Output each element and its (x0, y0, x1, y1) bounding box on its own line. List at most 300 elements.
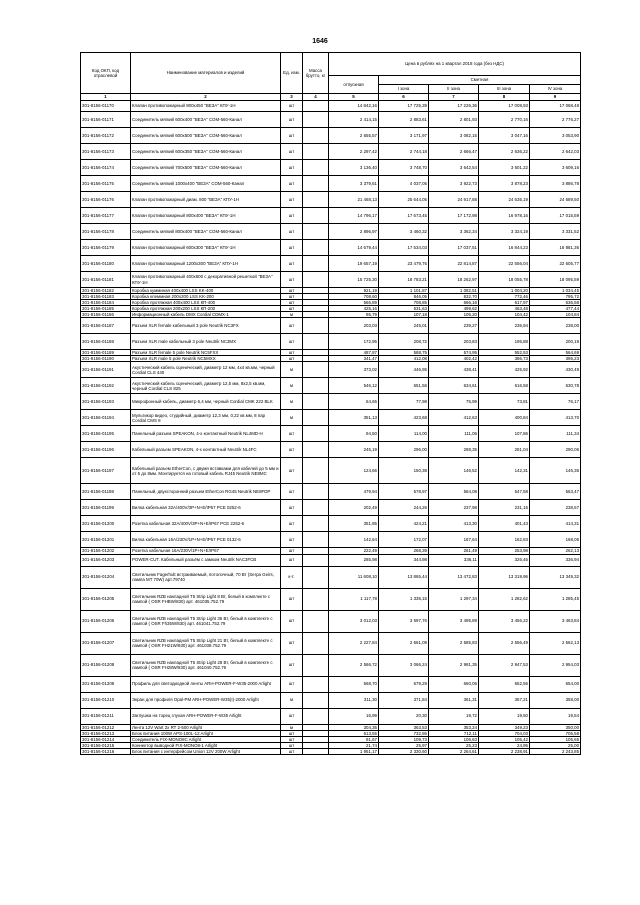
zone-2-price: 111,06 (429, 426, 479, 442)
zone-2-price: 17 226,36 (429, 101, 479, 112)
zone-2-price: 3 642,54 (429, 160, 479, 176)
item-name: Клапан противопожарный 400х600 с декоративной решеткой "ВЕЗА" КПУ-1Н (131, 272, 281, 288)
zone-1-price: 708,85 (379, 300, 429, 306)
release-price: 222,49 (329, 548, 379, 554)
item-unit: шт (281, 548, 303, 554)
zone-2-price: 336,11 (429, 554, 479, 566)
zone-4-price: 16 881,36 (530, 240, 581, 256)
item-mass (303, 692, 329, 708)
zone-3-price: 652,56 (479, 676, 530, 692)
zone-3-price: 2 636,22 (479, 144, 530, 160)
item-unit: шт (281, 532, 303, 548)
item-unit: шт (281, 224, 303, 240)
item-mass (303, 566, 329, 588)
item-unit: шт (281, 318, 303, 334)
item-name: Клапан противопожарный 600х300 "ВЕЗА" КПУ-1Н (131, 240, 281, 256)
zone-2-price: 3 362,34 (429, 224, 479, 240)
zone-4-price: 13 349,32 (530, 566, 581, 588)
zone-1-price: 13 865,44 (379, 566, 429, 588)
item-mass (303, 394, 329, 410)
release-price: 202,49 (329, 500, 379, 516)
item-mass (303, 516, 329, 532)
zone-3-price: 386,73 (479, 356, 530, 362)
item-name: Микрофонный кабель, диаметр 6,4 мм, черный Cordial CMK 222 BLK (131, 394, 281, 410)
item-unit: шт (281, 356, 303, 362)
item-code: 301-8156-01192 (81, 378, 131, 394)
column-number: 8 (479, 94, 530, 101)
zone-2-price: 1 297,34 (429, 588, 479, 610)
zone-3-price: 547,58 (479, 484, 530, 500)
zone-1-price: 446,95 (379, 362, 429, 378)
item-mass (303, 101, 329, 112)
item-name: Блок питания 100W APS-100L-12 Arlight (131, 730, 281, 736)
item-name: Кабельный разъем SPEAKON, 4-х контактный Neutrik NL4FC (131, 442, 281, 458)
item-code: 301-8156-01201 (81, 532, 131, 548)
item-code: 301-8156-01176 (81, 192, 131, 208)
item-mass (303, 362, 329, 378)
item-name: Соединитель мягкий 600х500 "ВЕЗА" СОМ-560-Канал (131, 128, 281, 144)
release-price: 64,65 (329, 394, 379, 410)
table-row (81, 632, 581, 654)
zone-1-price: 25,97 (379, 742, 429, 748)
zone-3-price: 19,50 (479, 708, 530, 724)
item-code: 301-8156-01202 (81, 548, 131, 554)
table-row (81, 458, 581, 484)
item-unit: шт (281, 736, 303, 742)
release-price: 921,19 (329, 288, 379, 294)
zone-1-price: 1 335,15 (379, 588, 429, 610)
zone-1-price: 25 644,05 (379, 192, 429, 208)
item-name: Соединитель мягкий 600х350 "ВЕЗА" СОМ-560-Канал (131, 144, 281, 160)
zone-4-price: 146,36 (530, 458, 581, 484)
zone-4-price: 1 285,45 (530, 588, 581, 610)
zone-3-price: 236,94 (479, 318, 530, 334)
release-price: 613,55 (329, 730, 379, 736)
item-code: 301-8156-01189 (81, 350, 131, 356)
item-code: 301-8156-01209 (81, 676, 131, 692)
item-unit: шт (281, 676, 303, 692)
table-row (81, 588, 581, 610)
item-code: 301-8156-01214 (81, 736, 131, 742)
zone-2-price: 438,41 (429, 362, 479, 378)
release-price: 91,67 (329, 736, 379, 742)
item-name: Розетка кабельная 16A/230V/1P+N+E/IP67 (131, 548, 281, 554)
release-price: 546,12 (329, 378, 379, 394)
zone-4-price: 564,69 (530, 350, 581, 356)
zone-2-price: 2 666,47 (429, 144, 479, 160)
table-row (81, 208, 581, 224)
item-unit: шт (281, 272, 303, 288)
zone-3-price: 1 004,20 (479, 288, 530, 294)
zone-4-price: 3 053,90 (530, 128, 581, 144)
zone-1-price: 77,98 (379, 394, 429, 410)
zone-2-price: 361,31 (429, 692, 479, 708)
item-mass (303, 458, 329, 484)
release-price: 3 012,03 (329, 610, 379, 632)
zone-1-price: 424,21 (379, 516, 429, 532)
release-price: 341,47 (329, 356, 379, 362)
column-number: 7 (429, 94, 479, 101)
item-mass (303, 240, 329, 256)
zone-4-price: 3 886,78 (530, 176, 581, 192)
column-number: 2 (131, 94, 281, 101)
release-price: 2 566,72 (329, 654, 379, 676)
zone-1-price: 3 066,24 (379, 654, 429, 676)
item-unit: шт (281, 208, 303, 224)
item-mass (303, 708, 329, 724)
item-mass (303, 748, 329, 754)
zone-2-price: 574,95 (429, 350, 479, 356)
item-unit: шт (281, 300, 303, 306)
zone-1-price: 1 101,87 (379, 288, 429, 294)
zone-1-price: 268,39 (379, 548, 429, 554)
zone-2-price: 2 264,61 (429, 748, 479, 754)
item-name: Вилка кабельная 16A/230V/1P+N+E/IP67 PCE 0132-6 (131, 532, 281, 548)
zone-2-price: 239,27 (429, 318, 479, 334)
item-unit: шт (281, 588, 303, 610)
zone-2-price: 413,30 (429, 516, 479, 532)
table-row (81, 318, 581, 334)
zone-4-price: 395,23 (530, 356, 581, 362)
item-name: Коробка протяжная 400х400 LSS КП-400 (131, 300, 281, 306)
release-price: 14 796,17 (329, 208, 379, 224)
column-number: 4 (303, 94, 329, 101)
column-number-row (81, 94, 581, 101)
release-price: 95,79 (329, 312, 379, 318)
table-row (81, 692, 581, 708)
release-price: 203,03 (329, 318, 379, 334)
header-name: Наименование материалов и изделий (131, 53, 281, 94)
item-unit: м (281, 410, 303, 426)
item-unit: шт (281, 500, 303, 516)
item-name: Соединитель мягкий 700х500 "ВЕЗА" СОМ-560-Канал (131, 160, 281, 176)
item-name: Профиль для светодиодной ленты ARH-POWER-F-W35-2000 Arlight (131, 676, 281, 692)
release-price: 479,94 (329, 484, 379, 500)
column-number: 1 (81, 94, 131, 101)
zone-4-price: 17 015,59 (530, 208, 581, 224)
item-mass (303, 588, 329, 610)
item-code: 301-8156-01181 (81, 272, 131, 288)
item-mass (303, 442, 329, 458)
table-row (81, 654, 581, 676)
header-code: Код ОКП, код отраслевой (81, 53, 131, 94)
zone-4-price: 3 609,16 (530, 160, 581, 176)
column-number: 3 (281, 94, 303, 101)
zone-2-price: 25,23 (429, 742, 479, 748)
item-name: Клапан противопожарный 800х450 "ВЕЗА" КПУ-1Н (131, 101, 281, 112)
item-mass (303, 176, 329, 192)
release-price: 1 951,17 (329, 748, 379, 754)
item-unit: шт (281, 610, 303, 632)
zone-1-price: 18 783,21 (379, 272, 429, 288)
item-mass (303, 532, 329, 548)
zone-4-price: 17 068,48 (530, 101, 581, 112)
item-code: 301-8156-01182 (81, 288, 131, 294)
zone-3-price: 105,42 (479, 736, 530, 742)
zone-4-price: 430,49 (530, 362, 581, 378)
item-code: 301-8156-01190 (81, 356, 131, 362)
item-code: 301-8156-01184 (81, 300, 131, 306)
header-zone-1: I зона (379, 85, 429, 94)
zone-4-price: 705,58 (530, 730, 581, 736)
item-name: Светильник RZB накладной Т5 Strip Light 35 Вт, белый в комплекте с лампой ( OSR Fh35W/830) арт. 461041.752.79 (131, 610, 281, 632)
release-price: 351,13 (329, 410, 379, 426)
item-name: Разъем XLR male 5 pole Neutrik NC5MXX (131, 356, 281, 362)
item-mass (303, 500, 329, 516)
table-row (81, 112, 581, 128)
item-name: Соединитель FIX-MONO8C Arlight (131, 736, 281, 742)
release-price: 285,98 (329, 554, 379, 566)
item-mass (303, 318, 329, 334)
item-mass (303, 112, 329, 128)
zone-1-price: 732,86 (379, 730, 429, 736)
item-mass (303, 654, 329, 676)
release-price: 245,19 (329, 442, 379, 458)
zone-4-price: 19,54 (530, 708, 581, 724)
zone-4-price: 18 095,59 (530, 272, 581, 288)
item-mass (303, 208, 329, 224)
zone-2-price: 19,72 (429, 708, 479, 724)
release-price: 3 136,40 (329, 160, 379, 176)
zone-3-price: 463,48 (479, 306, 530, 312)
release-price: 14 842,16 (329, 101, 379, 112)
zone-4-price: 104,84 (530, 312, 581, 318)
zone-2-price: 499,62 (429, 306, 479, 312)
zone-1-price: 363,53 (379, 724, 429, 730)
item-unit: шт (281, 654, 303, 676)
item-unit: шт (281, 256, 303, 272)
table-row (81, 192, 581, 208)
item-mass (303, 426, 329, 442)
zone-1-price: 588,75 (379, 350, 429, 356)
zone-2-price: 353,24 (429, 724, 479, 730)
table-row (81, 256, 581, 272)
item-code: 301-8156-01175 (81, 176, 131, 192)
item-mass (303, 610, 329, 632)
item-code: 301-8156-01205 (81, 588, 131, 610)
item-name: Клапан противопожарный 800х400 "ВЕЗА" КПУ-1Н (131, 208, 281, 224)
zone-4-price: 25,00 (530, 742, 581, 748)
zone-1-price: 344,98 (379, 554, 429, 566)
item-name: Блок питания с интерфейсом Union 12V 200W Arlight (131, 748, 281, 754)
zone-4-price: 76,17 (530, 394, 581, 410)
zone-2-price: 75,99 (429, 394, 479, 410)
item-name: Лента 12V Wart 2х RT 2-500 Arlight (131, 724, 281, 730)
release-price: 11 608,10 (329, 566, 379, 588)
item-name: Разъем XLR male кабельный 3 pole Neutrik NC3MX (131, 334, 281, 350)
zone-4-price: 563,47 (530, 484, 581, 500)
item-unit: шт (281, 708, 303, 724)
release-price: 124,66 (329, 458, 379, 484)
zone-1-price: 17 673,45 (379, 208, 429, 224)
zone-3-price: 104,42 (479, 312, 530, 318)
zone-2-price: 106,63 (429, 736, 479, 742)
item-code: 301-8156-01207 (81, 632, 131, 654)
item-name: Разъем XLR female кабельный 3 pole Neutrik NC3FX (131, 318, 281, 334)
table-row (81, 484, 581, 500)
zone-3-price: 2 238,91 (479, 748, 530, 754)
item-mass (303, 410, 329, 426)
release-price: 2 297,42 (329, 144, 379, 160)
item-code: 301-8156-01185 (81, 306, 131, 312)
table-row (81, 128, 581, 144)
zone-4-price: 413,70 (530, 410, 581, 426)
zone-4-price: 262,13 (530, 548, 581, 554)
item-unit: шт (281, 101, 303, 112)
zone-3-price: 400,84 (479, 410, 530, 426)
item-mass (303, 484, 329, 500)
zone-3-price: 617,97 (479, 300, 530, 306)
zone-2-price: 712,11 (429, 730, 479, 736)
item-name: Клапан противопожарный 1200х300 "ВЕЗА" КПУ-1Н (131, 256, 281, 272)
zone-1-price: 208,72 (379, 334, 429, 350)
item-unit: шт (281, 730, 303, 736)
table-row (81, 176, 581, 192)
item-unit: м (281, 378, 303, 394)
zone-3-price: 1 282,62 (479, 588, 530, 610)
table-row (81, 426, 581, 442)
zone-4-price: 1 034,45 (530, 288, 581, 294)
zone-4-price: 2 776,27 (530, 112, 581, 128)
zone-1-price: 423,68 (379, 410, 429, 426)
zone-4-price: 2 243,85 (530, 748, 581, 754)
release-price: 15 725,30 (329, 272, 379, 288)
item-code: 301-8156-01196 (81, 442, 131, 458)
item-name: Экран для профиля Opal-PM ARH-POWER-W35(I)-2000 Arlight (131, 692, 281, 708)
item-name: Акустический кабель сценический, диаметр 12,5 мм, 8х2,5 кв.мм, черный Cordial CLS 825 (131, 378, 281, 394)
zone-1-price: 150,38 (379, 458, 429, 484)
zone-2-price: 666,16 (429, 300, 479, 306)
zone-2-price: 564,08 (429, 484, 479, 500)
table-row (81, 362, 581, 378)
zone-4-price: 3 331,52 (530, 224, 581, 240)
table-row (81, 240, 581, 256)
table-row (81, 532, 581, 548)
release-price: 351,85 (329, 516, 379, 532)
zone-2-price: 660,06 (429, 676, 479, 692)
zone-4-price: 795,72 (530, 294, 581, 300)
table-row (81, 708, 581, 724)
item-unit: шт (281, 306, 303, 312)
item-code: 301-8156-01178 (81, 224, 131, 240)
table-row (81, 410, 581, 426)
table-row (81, 144, 581, 160)
item-code: 301-8156-01173 (81, 144, 131, 160)
zone-4-price: 2 642,03 (530, 144, 581, 160)
item-name: Клапан противопожарный диам. 800 "ВЕЗА" КПУ-1Н (131, 192, 281, 208)
zone-4-price: 630,78 (530, 378, 581, 394)
release-price: 2 896,97 (329, 224, 379, 240)
release-price: 304,35 (329, 724, 379, 730)
item-name: Акустический кабель сценический, диаметр 12 мм, 4х4 кв.мм, черный Cordial CLS 440 (131, 362, 281, 378)
table-row (81, 101, 581, 112)
item-name: Коннектор выводной FIX-MONO8-1 Arlight (131, 742, 281, 748)
release-price: 425,16 (329, 306, 379, 312)
zone-3-price: 425,92 (479, 362, 530, 378)
zone-3-price: 253,98 (479, 548, 530, 554)
item-unit: шт (281, 748, 303, 754)
zone-4-price: 2 562,13 (530, 632, 581, 654)
zone-3-price: 704,03 (479, 730, 530, 736)
price-table (80, 52, 581, 755)
zone-3-price: 3 047,16 (479, 128, 530, 144)
item-name: Вилка кабельная 32A/400V/3P+N+E/IP67 PCE 0252-6 (131, 500, 281, 516)
column-number: 6 (379, 94, 429, 101)
zone-4-price: 238,57 (530, 500, 581, 516)
item-name: Коробка протяжная 200х200 LSS КП-200 (131, 306, 281, 312)
item-name: Панельный, двухсторонний разъем EtherCon RG45 Neutrik NE8FDP (131, 484, 281, 500)
item-name: Соединитель мягкий 1000х400 "ВЕЗА" СОМ-560-Канал (131, 176, 281, 192)
table-row (81, 378, 581, 394)
item-code: 301-8156-01194 (81, 410, 131, 426)
item-name: Светильник RZB накладной Т5 Strip Light 28 Вт, белый в комплекте с лампой ( OSR FH28W/830) арт. 461040.752.79 (131, 654, 281, 676)
zone-3-price: 13 319,96 (479, 566, 530, 588)
zone-1-price: 578,97 (379, 484, 429, 500)
zone-2-price: 146,52 (429, 458, 479, 484)
zone-2-price: 2 981,35 (429, 654, 479, 676)
zone-4-price: 24 689,50 (530, 192, 581, 208)
item-name: Разъем XLR female 5 pole Neutrik NC5FXX (131, 350, 281, 356)
item-unit: шт (281, 192, 303, 208)
item-unit: шт (281, 288, 303, 294)
item-name: Информационный кабель DMX Cordial CDMX-1 (131, 312, 281, 318)
item-unit: шт (281, 516, 303, 532)
zone-2-price: 22 814,87 (429, 256, 479, 272)
zone-1-price: 17 534,03 (379, 240, 429, 256)
release-price: 172,95 (329, 334, 379, 350)
zone-1-price: 2 330,60 (379, 748, 429, 754)
item-mass (303, 144, 329, 160)
item-unit: шт (281, 334, 303, 350)
table-row (81, 566, 581, 588)
zone-4-price: 477,44 (530, 306, 581, 312)
zone-2-price: 832,70 (429, 294, 479, 300)
zone-2-price: 288,35 (429, 442, 479, 458)
zone-1-price: 244,26 (379, 500, 429, 516)
zone-2-price: 402,42 (429, 356, 479, 362)
item-name: Соединитель мягкий 600х400 "ВЕЗА" СОМ-560-Канал (131, 112, 281, 128)
zone-3-price: 73,81 (479, 394, 530, 410)
zone-4-price: 111,34 (530, 426, 581, 442)
zone-2-price: 261,49 (429, 548, 479, 554)
release-price: 21 468,13 (329, 192, 379, 208)
item-mass (303, 334, 329, 350)
zone-1-price: 114,00 (379, 426, 429, 442)
item-code: 301-8156-01203 (81, 554, 131, 566)
zone-4-price: 200,19 (530, 334, 581, 350)
item-mass (303, 632, 329, 654)
header-mass: Масса брутто, кг (303, 53, 329, 94)
zone-1-price: 3 171,97 (379, 128, 429, 144)
zone-2-price: 105,20 (429, 312, 479, 318)
zone-3-price: 3 456,22 (479, 610, 530, 632)
release-price: 568,70 (329, 676, 379, 692)
zone-1-price: 3 748,70 (379, 160, 429, 176)
zone-1-price: 4 037,05 (379, 176, 429, 192)
release-price: 1 117,78 (329, 588, 379, 610)
item-name: Коробка кумминая 400х400 LSS KK-400 (131, 288, 281, 294)
item-mass (303, 272, 329, 288)
release-price: 16,99 (329, 708, 379, 724)
item-code: 301-8156-01198 (81, 484, 131, 500)
zone-3-price: 24,95 (479, 742, 530, 748)
item-code: 301-8156-01180 (81, 256, 131, 272)
zone-1-price: 109,73 (379, 736, 429, 742)
zone-2-price: 203,83 (429, 334, 479, 350)
header-estimate-price: Сметная (379, 76, 581, 85)
table-row (81, 554, 581, 566)
zone-4-price: 414,31 (530, 516, 581, 532)
